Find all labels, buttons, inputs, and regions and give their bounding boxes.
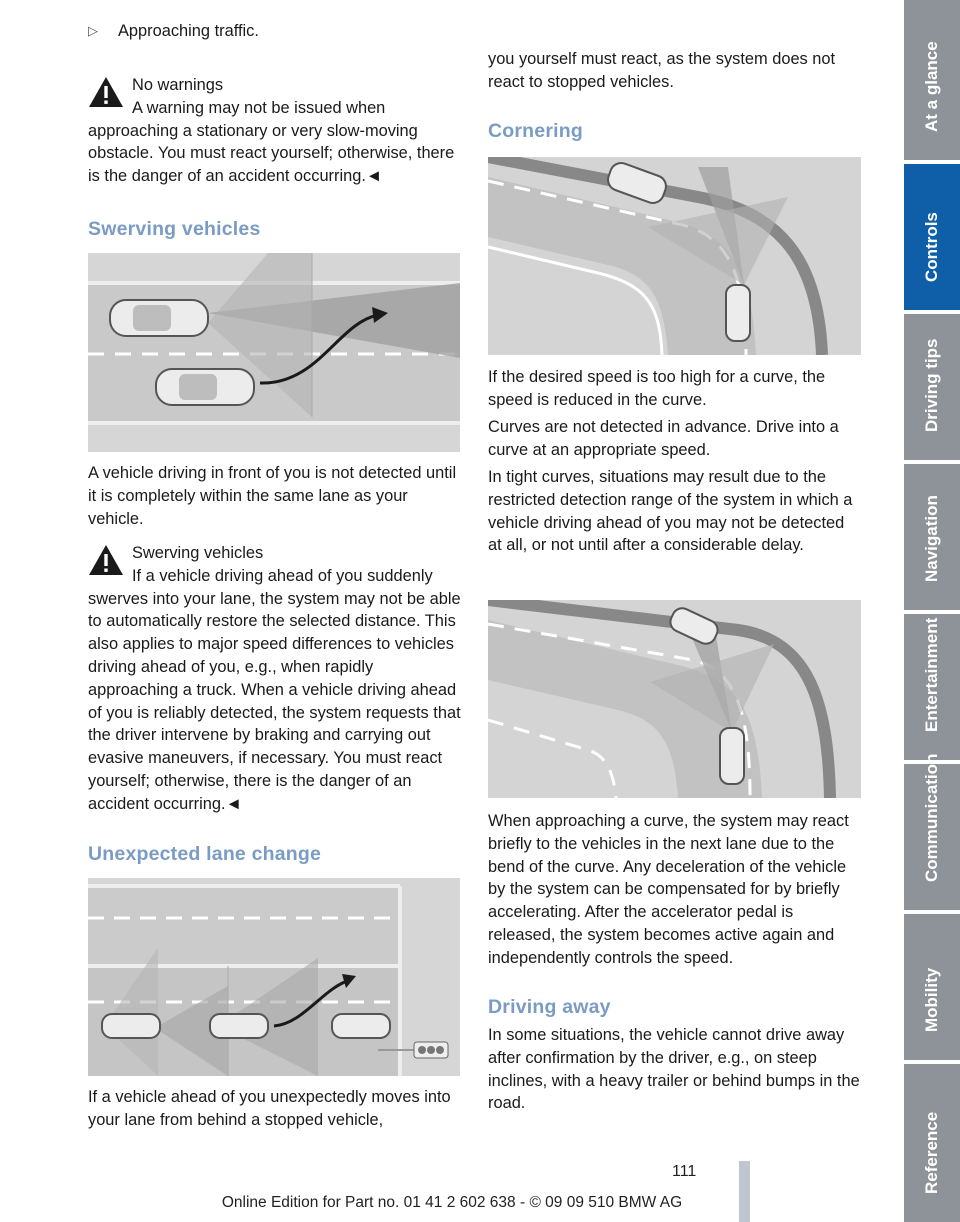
- tab-driving-tips[interactable]: Driving tips: [904, 314, 960, 460]
- figure-cornering-2: [488, 600, 861, 798]
- paragraph-cornering-3: In tight curves, situations may result due to the restricted detection range of the system in which a vehicle driving ahead of you may not be detected at all, or not until after a considerable delay.: [488, 468, 853, 555]
- page-number: 111: [672, 1163, 697, 1180]
- section-heading-driving-away: Driving away: [488, 996, 611, 1018]
- figure-lane-change: [88, 878, 460, 1076]
- warning-title: Swerving vehicles: [132, 544, 264, 562]
- tab-mobility[interactable]: Mobility: [904, 914, 960, 1060]
- paragraph-swerving: A vehicle driving in front of you is not detected until it is completely within the same lane as your vehicle.: [88, 464, 457, 528]
- section-heading-swerving: Swerving vehicles: [88, 218, 261, 240]
- paragraph-driving-away: In some situations, the vehicle cannot drive away after confirmation by the driver, e.g., on steep inclines, with a heavy trailer or behind bumps in the road.: [488, 1026, 860, 1113]
- footer-text: Online Edition for Part no. 01 41 2 602 638 - © 09 09 510 BMW AG: [221, 1194, 683, 1211]
- car-swerving-icon: [156, 369, 254, 405]
- paragraph-cornering-1: If the desired speed is too high for a curve, the speed is reduced in the curve.: [488, 368, 826, 409]
- section-heading-lane-change: Unexpected lane change: [88, 843, 322, 865]
- tab-reference[interactable]: Reference: [904, 1064, 960, 1222]
- paragraph-lane-change: If a vehicle ahead of you unexpectedly moves into your lane from behind a stopped vehicle,: [88, 1088, 451, 1129]
- warning-body: A warning may not be issued when approaching a stationary or very slow-moving obstacle. You must react yourself; otherwise, there is the danger of an accident occurring.◄: [88, 98, 455, 186]
- warning-body: If a vehicle driving ahead of you suddenly swerves into your lane, the system may not be able to automatically restore the selected distance. This also applies to major speed differences to vehicles driving ahead of you, e.g., when rapidly approaching a truck. When a vehicle driving ahead of you is reliably detected, the system requests that the driver intervene by braking and carrying out evasive maneuvers, if necessary. You must react yourself; otherwise, there is the danger of an accident occurring.◄: [88, 566, 461, 813]
- figure-cornering-1: [488, 157, 861, 355]
- bullet-text: Approaching traffic.: [118, 22, 259, 40]
- tab-entertainment[interactable]: Entertainment: [904, 614, 960, 760]
- warning-triangle-icon: [88, 76, 124, 108]
- paragraph-react-stopped: you yourself must react, as the system does not react to stopped vehicles.: [488, 50, 836, 91]
- tab-controls[interactable]: Controls: [904, 164, 960, 310]
- warning-no-warnings: [88, 74, 462, 188]
- paragraph-cornering-2: Curves are not detected in advance. Drive into a curve at an appropriate speed.: [488, 418, 839, 459]
- warning-title: No warnings: [132, 76, 224, 94]
- figure-swerving-vehicles: [88, 253, 460, 452]
- section-heading-cornering: Cornering: [488, 120, 583, 142]
- paragraph-cornering-4: When approaching a curve, the system may react briefly to the vehicles in the next lane due to the bend of the curve. Any deceleration of the vehicle by the system can be compensated for by briefly accelerating. After the accelerator pedal is released, the system becomes active again and independently controls the speed.: [488, 812, 849, 967]
- car-front-icon: [110, 300, 208, 336]
- page-number-bar: [739, 1161, 750, 1222]
- warning-triangle-icon: [88, 544, 124, 576]
- tab-at-a-glance[interactable]: At a glance: [904, 0, 960, 160]
- chapter-tabs: [904, 0, 960, 1222]
- tab-navigation[interactable]: Navigation: [904, 464, 960, 610]
- tab-communication[interactable]: Communication: [904, 764, 960, 910]
- bullet-triangle-icon: ▷: [88, 23, 98, 38]
- warning-swerving-vehicles: [88, 542, 462, 816]
